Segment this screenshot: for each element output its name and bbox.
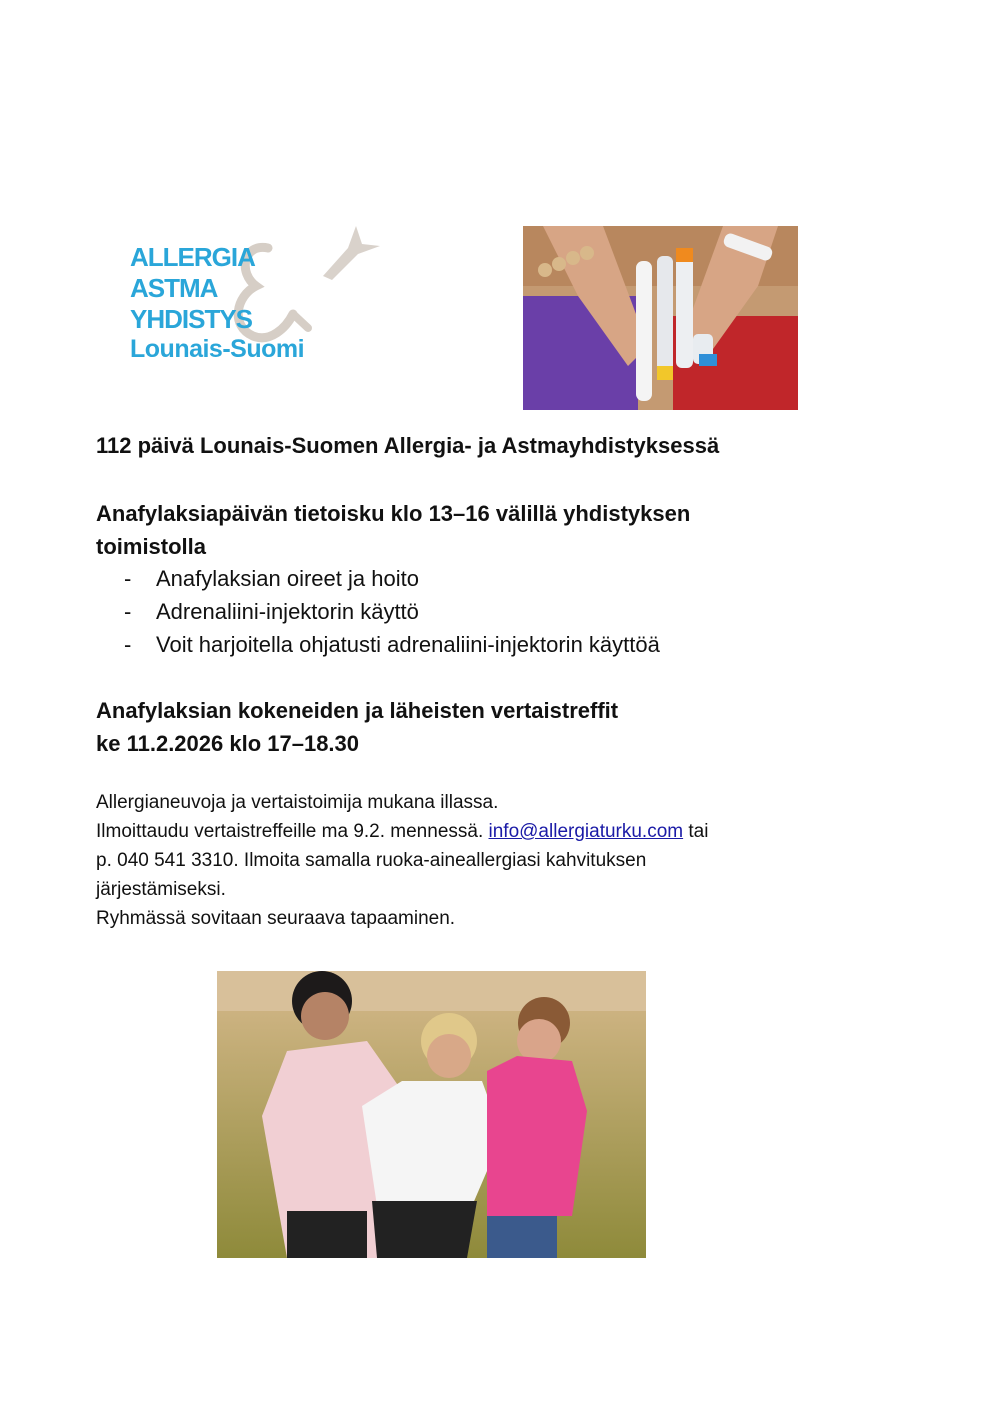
registration-text-after: tai — [688, 821, 709, 842]
bullet-dash: - — [124, 566, 132, 591]
peer-meetup-title-line: Anafylaksian kokeneiden ja läheisten vertaistreffit — [96, 698, 619, 723]
list-item — [124, 595, 660, 628]
hands-holding-injectors-icon — [523, 226, 798, 410]
list-item-text: Anafylaksian oireet ja hoito — [156, 566, 419, 591]
peer-meetup-details — [96, 788, 856, 933]
adrenaline-injectors-photo — [523, 226, 798, 410]
info-session-title-line: toimistolla — [96, 534, 207, 559]
body-line: Allergianeuvoja ja vertaistoimija mukana illassa. — [96, 792, 499, 813]
organization-logo — [118, 218, 388, 368]
logo-text-line: ALLERGIA — [130, 242, 255, 272]
list-item — [124, 628, 660, 661]
logo-text-line: ASTMA — [130, 273, 218, 303]
body-line — [96, 817, 856, 846]
registration-text: Ilmoittaudu vertaistreffeille ma 9.2. mennessä. — [96, 821, 484, 842]
info-session-title-line: Anafylaksiapäivän tietoisku klo 13–16 välillä yhdistyksen — [96, 501, 691, 526]
logo-text-line: Lounais-Suomi — [130, 335, 305, 363]
bullet-dash: - — [124, 599, 132, 624]
peer-meetup-heading — [96, 694, 856, 760]
list-item — [124, 562, 660, 595]
peer-meetup-date: ke 11.2.2026 klo 17–18.30 — [96, 731, 360, 756]
body-line: p. 040 541 3310. Ilmoita samalla ruoka-aineallergiasi kahvituksen — [96, 850, 647, 871]
email-link[interactable]: info@allergiaturku.com — [488, 821, 684, 842]
info-session-topics — [124, 562, 660, 661]
body-line: Ryhmässä sovitaan seuraava tapaaminen. — [96, 908, 456, 929]
logo-text-line: YHDISTYS — [130, 304, 253, 334]
list-item-text: Voit harjoitella ohjatusti adrenaliini-injektorin käyttöä — [156, 632, 660, 657]
info-session-heading — [96, 497, 856, 563]
teens-in-field-icon — [217, 971, 646, 1258]
body-line: järjestämiseksi. — [96, 879, 226, 900]
teens-helping-photo — [217, 971, 646, 1258]
bullet-dash: - — [124, 632, 132, 657]
list-item-text: Adrenaliini-injektorin käyttö — [156, 599, 419, 624]
page-title: 112 päivä Lounais-Suomen Allergia- ja Astmayhdistyksessä — [96, 433, 720, 458]
